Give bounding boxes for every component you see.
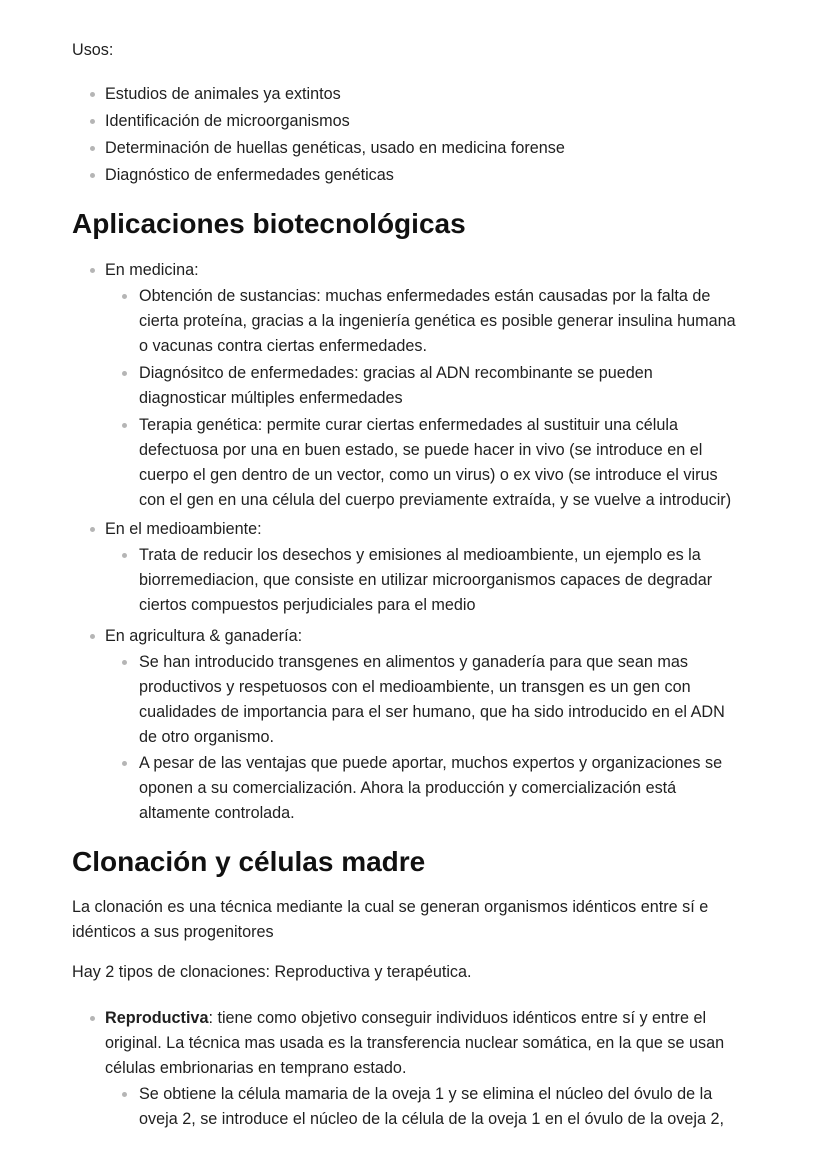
text-line: Terapia genética: permite curar ciertas enfermedades al sustituir una célula [139, 416, 678, 434]
section-heading-aplicaciones: Aplicaciones biotecnológicas [72, 208, 466, 239]
text-line: o vacunas contra ciertas enfermedades. [139, 337, 427, 355]
paragraph-tipos: Hay 2 tipos de clonaciones: Reproductiva y terapéutica. [72, 963, 472, 981]
text-line: ciertos compuestos perjudiciales para el medio [139, 596, 476, 614]
term-reproductiva: Reproductiva [105, 1009, 209, 1027]
sub-bullet [122, 553, 127, 558]
sub-bullet [122, 1092, 127, 1097]
text-line: original. La técnica mas usada es la transferencia nuclear somática, en la que se usan [105, 1034, 725, 1052]
bullet [90, 119, 95, 124]
bullet [90, 527, 95, 532]
bullet [90, 92, 95, 97]
text-line: de otro organismo. [139, 728, 274, 746]
usos-item: Determinación de huellas genéticas, usado en medicina forense [105, 139, 565, 157]
usos-item: Identificación de microorganismos [105, 112, 350, 130]
paragraph-line: idénticos a sus progenitores [72, 923, 274, 941]
text-line: oveja 2, se introduce el núcleo de la célula de la oveja 1 en el óvulo de la oveja 2, [139, 1110, 724, 1128]
text-line: Se han introducido transgenes en alimentos y ganadería para que sean mas [139, 653, 688, 671]
bullet [90, 634, 95, 639]
list-item-agricultura: En agricultura & ganadería: [105, 627, 303, 645]
text-line: cierta proteína, gracias a la ingeniería genética es posible generar insulina humana [139, 312, 736, 330]
list-item-medioambiente: En el medioambiente: [105, 520, 262, 538]
list-item-medicina: En medicina: [105, 261, 199, 279]
text-line: cuerpo el gen dentro de un vector, como un virus) o ex vivo (se introduce el virus [139, 466, 718, 484]
text-line: cualidades de importancia para el ser humano, que ha sido introducido en el ADN [139, 703, 725, 721]
paragraph-line: La clonación es una técnica mediante la cual se generan organismos idénticos entre sí e [72, 898, 709, 916]
section-heading-clonacion: Clonación y células madre [72, 846, 426, 877]
sub-bullet [122, 423, 127, 428]
bullet [90, 173, 95, 178]
text-line: biorremediacion, que consiste en utilizar microorganismos capaces de degradar [139, 571, 713, 589]
text-line: Diagnósitco de enfermedades: gracias al ADN recombinante se pueden [139, 364, 653, 382]
sub-bullet [122, 761, 127, 766]
usos-item: Diagnóstico de enfermedades genéticas [105, 166, 394, 184]
sub-bullet [122, 660, 127, 665]
text-line: Obtención de sustancias: muchas enfermedades están causadas por la falta de [139, 287, 711, 305]
bullet [90, 146, 95, 151]
list-item-reproductiva [105, 1006, 706, 1031]
text-line: con el gen en una célula del cuerpo previamente extraída, y se vuelve a introducir) [139, 491, 732, 509]
text-line: células embrionarias en temprano estado. [105, 1059, 407, 1077]
text-line: Trata de reducir los desechos y emisiones al medioambiente, un ejemplo es la [139, 546, 701, 564]
bullet [90, 1016, 95, 1021]
text-line: altamente controlada. [139, 804, 295, 822]
text-line: diagnosticar múltiples enfermedades [139, 389, 403, 407]
text-line: oponen a su comercialización. Ahora la producción y comercialización está [139, 779, 677, 797]
sub-bullet [122, 294, 127, 299]
bullet [90, 268, 95, 273]
text-line: defectuosa por una en buen estado, se puede hacer in vivo (se introduce en el [139, 441, 703, 459]
text-line: productivos y respetuosos con el medioambiente, un transgen es un gen con [139, 678, 691, 696]
usos-label: Usos: [72, 41, 114, 59]
text-line: Se obtiene la célula mamaria de la oveja 1 y se elimina el núcleo del óvulo de la [139, 1085, 713, 1103]
text-line: A pesar de las ventajas que puede aportar, muchos expertos y organizaciones se [139, 754, 723, 772]
usos-item: Estudios de animales ya extintos [105, 85, 341, 103]
text-span: : tiene como objetivo conseguir individuos idénticos entre sí y entre el [208, 1009, 707, 1027]
sub-bullet [122, 371, 127, 376]
